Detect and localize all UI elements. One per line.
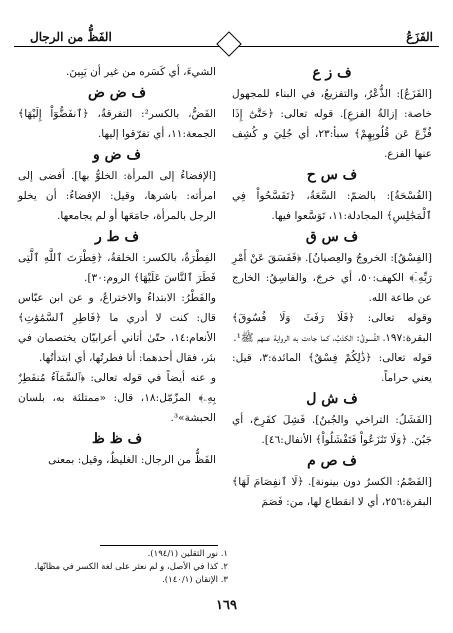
entry-paragraph: [الفَزَعُ]: الذُّعْرُ، والتفزيعُ، في البناء للمجهول خاصة: إزالةُ الفزعِ]. قوله تعالى: ﴿حَتَّىٰٓ إِذَا فُزِّعَ عَن قُلُوبِهِمْ﴾ سبأ:٢٣، أي جُلِيَ و كُشِف عنها الفزع.: [232, 88, 432, 160]
entry-paragraph: و عنه أيضاً في قوله تعالى: ﴿ٱلسَّمَآءُ مُنفَطِرٌۢ بِهِۦ﴾ المزّمّل:١٨، قال: «ممتلئة به، بلسان الحبشة»³.: [18, 372, 216, 424]
entry-root-heading: ف س ق: [305, 229, 359, 245]
entry-paragraph: الشيءَ، أي كَسَره من غير أن يَبِينَ.: [66, 66, 216, 78]
page-number: ١٦٩: [216, 598, 237, 613]
entry-paragraph: [الفِسْقُ]: الخروجُ والعِصيانُ]. ﴿فَفَسَقَ عَنْ أَمْرِ رَبِّهِۦٓ﴾ الكهف:٥٠، أي خرجَ، والفاسِقُ: الخارج عن طاعة الله.: [232, 252, 432, 304]
left-column: [18, 62, 216, 470]
footnote-3: ٣. الإتقان (١٤٠/١).: [162, 575, 228, 585]
entry-root-heading: ف ز ع: [312, 65, 352, 81]
entry-root-heading: ف ش ل: [306, 391, 358, 407]
footnote-2: ٢. كذا في الأصل، و لم نعثر على لغة الكسر في مظانّها.: [34, 562, 228, 572]
entry-paragraph: الفَظُّ من الرجال: الغليظُ، وقيل: بمعنى: [48, 454, 216, 466]
entry-paragraph: [الإفضاءُ إلى المرأة: الخلوُّ بها]. أفضى إلى امرأته: باشرها، وقيل: الإفضاءُ: أن يخلو الرجل بالمرأة، جامَعَها أو لم يجامعها.: [18, 170, 216, 222]
footnote-1: ١. نور الثقلين (١٩٤/١).: [147, 549, 228, 559]
entry-root-heading: ف ص م: [307, 453, 357, 469]
entry-paragraph: [الفُسْحَةُ]: بالضمّ: السَّعَةُ، ﴿تَفَسَّحُواْ فِي ٱلْمَجَٰلِسِ﴾ المجادلة:١١، تَوَسَّعوا فيها.: [232, 190, 432, 222]
entry-root-heading: ف ض ض: [87, 85, 147, 101]
entry-paragraph: وقوله تعالى: ﴿فَلَا رَفَثَ وَلَا فُسُوقَ﴾ البقرة:١٩٧، الفُسوقُ: الكذبُ، كما جاءت به الرواية عنهم ﷺ¹.: [232, 312, 432, 344]
entry-root-heading: ف ظ ظ: [91, 431, 143, 447]
entry-root-heading: ف ط ر: [95, 229, 139, 245]
entry-root-heading: ف ض و: [93, 147, 141, 163]
footnote-separator: [100, 545, 218, 546]
entry-paragraph: [الفَصْمُ: الكسرُ دون بينونة]. ﴿لَا ٱنفِصَامَ لَهَا﴾ البقرة:٢٥٦، أي لا انقطاع لها، من: فَصَمَ: [232, 476, 432, 508]
right-column: [232, 62, 432, 512]
entry-root-heading: ف س ح: [306, 167, 358, 183]
running-header-right: الفَزَعُ: [406, 30, 433, 44]
entry-paragraph: والفَطْرُ: الابتداءُ والاختراعُ، و عن ابن عبّاس قال: كنت لا أدري ما ﴿فَاطِرِ ٱلسَّمَٰوَٰتِ﴾ الأنعام:١٤، حتّىٰ أتاني أعرابيّان يختصمان في بئر، فقال أحدهما: أنا فطرتُها، أي ابتدأتُها.: [18, 292, 216, 364]
entry-paragraph: قوله تعالى: ﴿ذَٰلِكُمْ فِسْقٌ﴾ المائدة:٣، قيل: يعني حراماً.: [232, 352, 433, 384]
header-diamond-ornament: [216, 31, 241, 56]
entry-paragraph: الفَضُّ، بالكسر²: التفرقةُ، ﴿ٱنفَضُّوٓاْ إِلَيْهَا﴾ الجمعة:١١، أي تفرّقوا إليها.: [18, 108, 216, 140]
entry-paragraph: الفِطْرَةُ، بالكسر: الخلقةُ، ﴿فِطْرَتَ ٱللَّهِ ٱلَّتِى فَطَرَ ٱلنَّاسَ عَلَيْهَا﴾ الروم:٣٠].: [18, 252, 216, 284]
running-header-left: الفَظُّ من الرجال: [30, 30, 112, 44]
entry-paragraph: [الفَشَلُ: التراخي والجُبنُ]. فَشِلَ كفَرِحَ، أي جَبُنَ. ﴿وَلَا تَنَٰزَعُواْ فَتَفْشَلُواْ﴾ الأنفال:٤٦].: [232, 414, 432, 446]
